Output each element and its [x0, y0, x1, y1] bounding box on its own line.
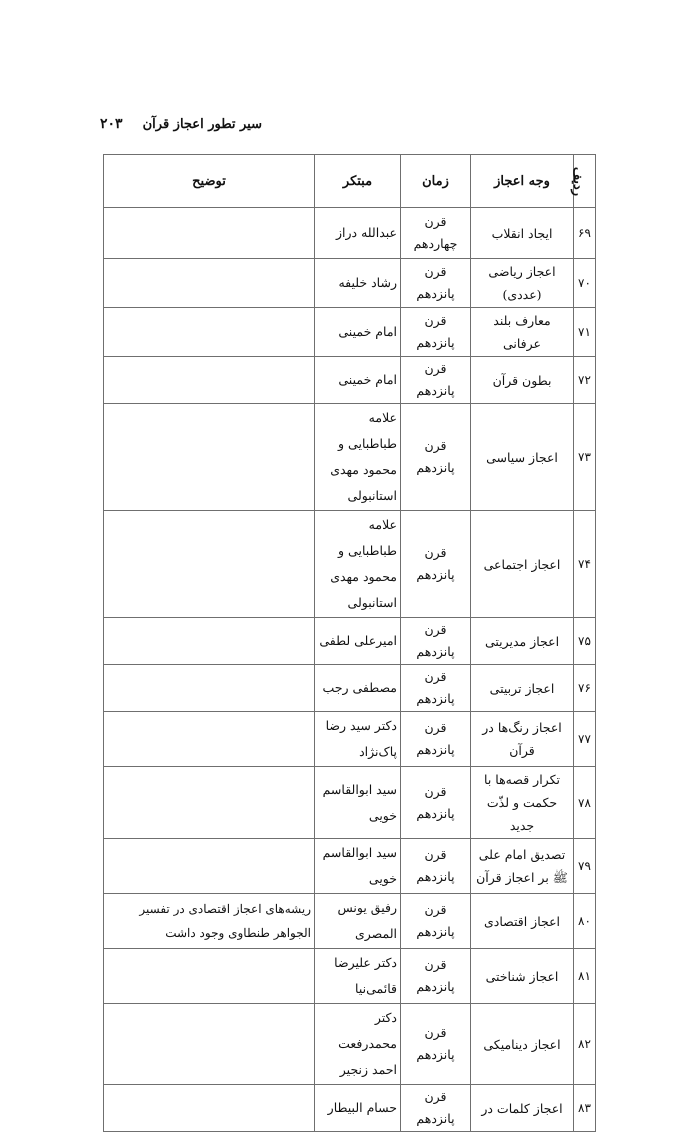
row-note [104, 1085, 315, 1132]
row-aspect: اعجاز رنگ‌ها در قرآن [471, 712, 574, 767]
row-note [104, 308, 315, 357]
row-number: ۷۰ [574, 259, 596, 308]
table-row [104, 208, 596, 259]
row-number: ۷۶ [574, 665, 596, 712]
table-row [104, 949, 596, 1004]
table-row [104, 1085, 596, 1132]
row-aspect: اعجاز اقتصادی [471, 894, 574, 949]
row-number: ۸۲ [574, 1004, 596, 1085]
row-aspect: معارف بلند عرفانی [471, 308, 574, 357]
row-innovator: سید ابوالقاسم خویی [315, 767, 401, 839]
table-row [104, 308, 596, 357]
row-innovator: دکتر سید رضا پاک‌نژاد [315, 712, 401, 767]
header-note: توضیح [104, 155, 315, 208]
table-row [104, 839, 596, 894]
row-innovator: دکتر علیرضا قائمی‌نیا [315, 949, 401, 1004]
row-innovator: دکتر محمدرفعت احمد زنجیر [315, 1004, 401, 1085]
row-note [104, 208, 315, 259]
row-note [104, 618, 315, 665]
row-number: ۷۷ [574, 712, 596, 767]
row-note [104, 511, 315, 618]
row-aspect: اعجاز مدیریتی [471, 618, 574, 665]
row-aspect: اعجاز اجتماعی [471, 511, 574, 618]
row-aspect: تکرار قصه‌ها با حکمت و لذّت جدید [471, 767, 574, 839]
row-number: ۷۵ [574, 618, 596, 665]
row-innovator: علامه طباطبایی و محمود مهدی استانبولی [315, 511, 401, 618]
table-row [104, 404, 596, 511]
row-aspect: اعجاز کلمات در [471, 1085, 574, 1132]
row-aspect: ایجاد انقلاب [471, 208, 574, 259]
row-time: قرن پانزدهم [401, 665, 471, 712]
row-time: قرن پانزدهم [401, 712, 471, 767]
row-aspect: تصدیق امام علی ﷺ بر اعجاز قرآن [471, 839, 574, 894]
table-row [104, 665, 596, 712]
header-number: ردیف [574, 155, 596, 208]
table-row [104, 511, 596, 618]
row-innovator: سید ابوالقاسم خویی [315, 839, 401, 894]
row-note [104, 839, 315, 894]
table-row [104, 712, 596, 767]
row-time: قرن پانزدهم [401, 839, 471, 894]
row-note [104, 665, 315, 712]
running-head-title: سیر تطور اعجاز قرآن [142, 117, 262, 132]
row-number: ۷۳ [574, 404, 596, 511]
row-aspect: اعجاز تربیتی [471, 665, 574, 712]
innovations-table [103, 154, 596, 1132]
page-number: ۲۰۳ [100, 116, 123, 132]
row-number: ۷۱ [574, 308, 596, 357]
row-time: قرن پانزدهم [401, 894, 471, 949]
row-note [104, 949, 315, 1004]
row-innovator: امیرعلی لطفی [315, 618, 401, 665]
header-time: زمان [401, 155, 471, 208]
row-note [104, 259, 315, 308]
row-aspect: اعجاز دینامیکی [471, 1004, 574, 1085]
row-innovator: رشاد خلیفه [315, 259, 401, 308]
row-time: قرن پانزدهم [401, 259, 471, 308]
table-row [104, 767, 596, 839]
row-note: ریشه‌های اعجاز اقتصادی در تفسیر الجواهر طنطاوی وجود داشت [104, 894, 315, 949]
row-time: قرن پانزدهم [401, 308, 471, 357]
row-time: قرن پانزدهم [401, 404, 471, 511]
row-time: قرن پانزدهم [401, 511, 471, 618]
row-time: قرن چهاردهم [401, 208, 471, 259]
row-innovator: امام خمینی [315, 308, 401, 357]
row-aspect: اعجاز ریاضی (عددی) [471, 259, 574, 308]
row-time: قرن پانزدهم [401, 618, 471, 665]
row-note [104, 404, 315, 511]
row-number: ۷۴ [574, 511, 596, 618]
row-note [104, 767, 315, 839]
row-aspect: بطون قرآن [471, 357, 574, 404]
row-number: ۷۸ [574, 767, 596, 839]
row-time: قرن پانزدهم [401, 767, 471, 839]
row-time: قرن پانزدهم [401, 357, 471, 404]
table-row [104, 357, 596, 404]
row-time: قرن پانزدهم [401, 949, 471, 1004]
row-number: ۸۰ [574, 894, 596, 949]
row-innovator: عبدالله دراز [315, 208, 401, 259]
row-number: ۷۹ [574, 839, 596, 894]
row-number: ۸۳ [574, 1085, 596, 1132]
header-innovator: مبتکر [315, 155, 401, 208]
row-innovator: مصطفی رجب [315, 665, 401, 712]
running-head [100, 116, 262, 132]
table-row [104, 259, 596, 308]
row-aspect: اعجاز سیاسی [471, 404, 574, 511]
row-note [104, 357, 315, 404]
row-time: قرن پانزدهم [401, 1004, 471, 1085]
table-row [104, 618, 596, 665]
row-innovator: رفیق یونس المصری [315, 894, 401, 949]
header-aspect: وجه اعجاز [471, 155, 574, 208]
row-note [104, 712, 315, 767]
row-time: قرن پانزدهم [401, 1085, 471, 1132]
row-number: ۶۹ [574, 208, 596, 259]
table-header-row [104, 155, 596, 208]
table-row [104, 894, 596, 949]
row-note [104, 1004, 315, 1085]
row-innovator: امام خمینی [315, 357, 401, 404]
table-row [104, 1004, 596, 1085]
row-number: ۷۲ [574, 357, 596, 404]
row-innovator: حسام البیطار [315, 1085, 401, 1132]
row-innovator: علامه طباطبایی و محمود مهدی استانبولی [315, 404, 401, 511]
row-aspect: اعجاز شناختی [471, 949, 574, 1004]
row-number: ۸۱ [574, 949, 596, 1004]
